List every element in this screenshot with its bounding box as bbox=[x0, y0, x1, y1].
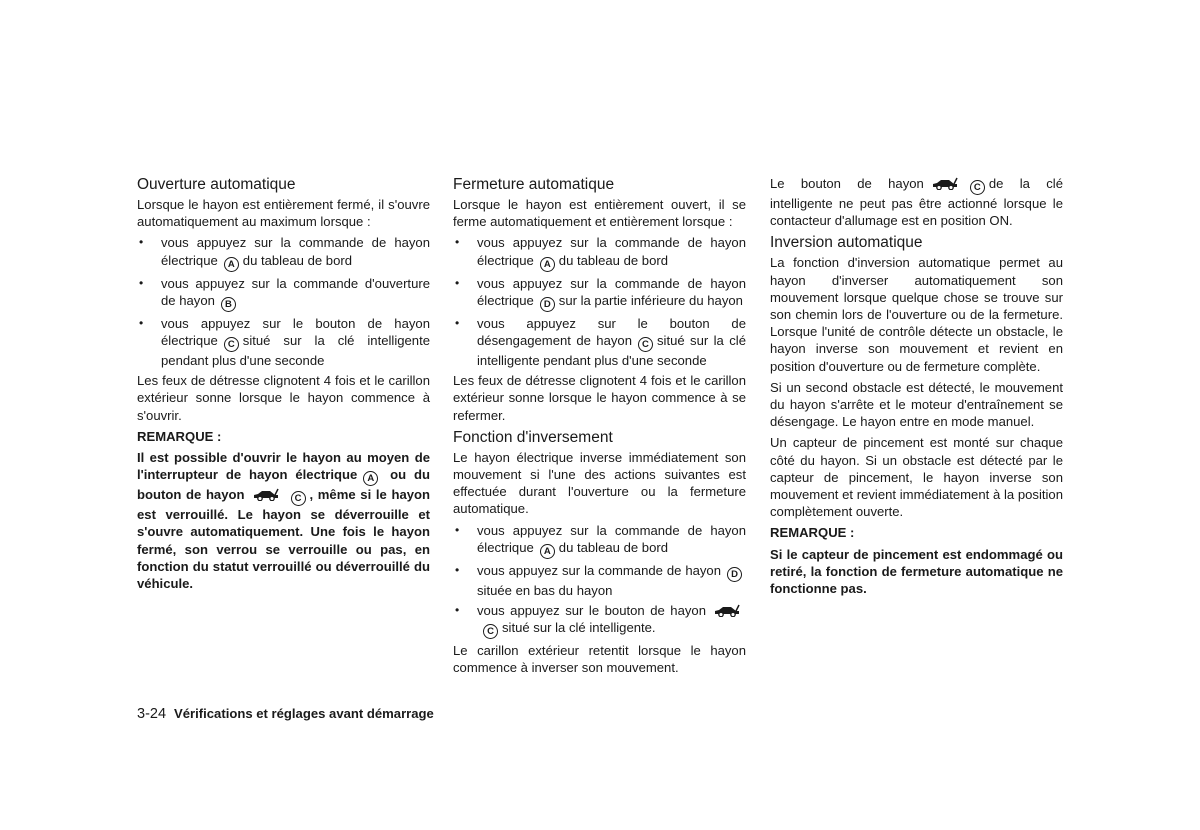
page-footer bbox=[137, 705, 434, 723]
list-item: • vous appuyez sur le bouton de hayon électrique C situé sur la clé intelligente pendant plus d'une seconde bbox=[137, 315, 430, 369]
button-a-icon: A bbox=[363, 471, 378, 486]
paragraph-bouton-hayon: Le bouton de hayon C de la clé intelligente ne peut pas être actionné lorsque le contacteur d'allumage est en position ON. bbox=[770, 176, 1063, 229]
heading-inversion-automatique: Inversion automatique bbox=[770, 234, 923, 252]
button-c-icon: C bbox=[224, 337, 239, 352]
button-c-icon: C bbox=[638, 337, 653, 352]
list-item: • vous appuyez sur la commande de hayon électrique D sur la partie inférieure du hayon bbox=[453, 275, 746, 312]
button-a-icon: A bbox=[540, 257, 555, 272]
column-left bbox=[137, 175, 430, 596]
tailgate-car-icon bbox=[932, 177, 958, 190]
column-right bbox=[770, 175, 1063, 601]
button-c-icon: C bbox=[291, 491, 306, 506]
bullet-list-ouverture bbox=[137, 234, 430, 369]
paragraph-ouverture-intro: Lorsque le hayon est entièrement fermé, il s'ouvre automatiquement au maximum lorsque : bbox=[137, 197, 430, 230]
section-title: Vérifications et réglages avant démarrage bbox=[174, 706, 434, 721]
heading-ouverture-automatique: Ouverture automatique bbox=[137, 176, 296, 193]
paragraph-inversion-intro: La fonction d'inversion automatique permet au hayon d'inverser automatiquement son mouvement lorsque quelque chose se trouve sur son chemin lors de l'ouverture ou de la fermeture. Lorsque l'unité de contrôle détecte un obstacle, le hayon inverse son mouvement et revient en position d'ouverture ou de fermeture complète. bbox=[770, 255, 1063, 374]
list-item: • vous appuyez sur la commande d'ouverture de hayon B bbox=[137, 275, 430, 312]
list-item: • vous appuyez sur la commande de hayon électrique A du tableau de bord bbox=[453, 522, 746, 559]
tailgate-car-icon bbox=[714, 604, 740, 617]
button-a-icon: A bbox=[224, 257, 239, 272]
heading-fermeture-automatique: Fermeture automatique bbox=[453, 176, 615, 193]
paragraph-ouverture-signal: Les feux de détresse clignotent 4 fois et le carillon extérieur sonne lorsque le hayon commence à s'ouvrir. bbox=[137, 373, 430, 423]
paragraph-capteur-pincement: Un capteur de pincement est monté sur chaque côté du hayon. Si un obstacle est détecté par le capteur de pincement, le hayon inverse son mouvement et revient immédiatement à la position complètement ouverte. bbox=[770, 435, 1063, 520]
remarque-label: REMARQUE : bbox=[137, 428, 222, 444]
column-middle bbox=[453, 175, 746, 681]
list-item: • vous appuyez sur la commande de hayon électrique A du tableau de bord bbox=[453, 234, 746, 271]
remarque-label: REMARQUE : bbox=[770, 525, 855, 541]
remarque-note: Si le capteur de pincement est endommagé ou retiré, la fonction de fermeture automatique ne fonctionne pas. bbox=[770, 546, 1063, 597]
list-item: • vous appuyez sur le bouton de hayon C situé sur la clé intelligente. bbox=[453, 602, 746, 639]
list-item: • vous appuyez sur le bouton de désengagement de hayon C situé sur la clé intelligente pendant plus d'une seconde bbox=[453, 315, 746, 369]
paragraph-inversement-signal: Le carillon extérieur retentit lorsque le hayon commence à inverser son mouvement. bbox=[453, 643, 746, 676]
list-item: • vous appuyez sur la commande de hayon électrique A du tableau de bord bbox=[137, 234, 430, 271]
button-c-icon: C bbox=[970, 180, 985, 195]
paragraph-second-obstacle: Si un second obstacle est détecté, le mouvement du hayon s'arrête et le moteur d'entraînement se désengage. Le hayon entre en mode manuel. bbox=[770, 379, 1063, 430]
list-item: • vous appuyez sur la commande de hayon Dsituée en bas du hayon bbox=[453, 562, 746, 599]
button-a-icon: A bbox=[540, 544, 555, 559]
paragraph-fermeture-signal: Les feux de détresse clignotent 4 fois et le carillon extérieur sonne lorsque le hayon commence à se refermer. bbox=[453, 373, 746, 423]
heading-fonction-inversement: Fonction d'inversement bbox=[453, 428, 613, 446]
paragraph-fermeture-intro: Lorsque le hayon est entièrement ouvert, il se ferme automatiquement et entièrement lorsque : bbox=[453, 197, 746, 230]
button-d-icon: D bbox=[540, 297, 555, 312]
remarque-note: Il est possible d'ouvrir le hayon au moyen de l'interrupteur de hayon électrique A ou du bouton de hayon C , même si le hayon est verrouillé. Le hayon se déverrouille et s'ouvre automatiquement. Une fois le hayon fermé, son verrou se verrouille ou pas, en fonction du statut verrouillé ou déverrouillé du véhicule. bbox=[137, 450, 430, 592]
page-number: 3-24 bbox=[137, 706, 167, 722]
button-c-icon: C bbox=[483, 624, 498, 639]
button-b-icon: B bbox=[221, 297, 236, 312]
bullet-list-inversement bbox=[453, 522, 746, 640]
button-d-icon: D bbox=[727, 567, 742, 582]
tailgate-car-icon bbox=[253, 488, 279, 501]
paragraph-inversement-intro: Le hayon électrique inverse immédiatement son mouvement si l'une des actions suivantes est effectuée durant l'ouverture ou la fermeture automatique. bbox=[453, 449, 746, 517]
bullet-list-fermeture bbox=[453, 234, 746, 369]
